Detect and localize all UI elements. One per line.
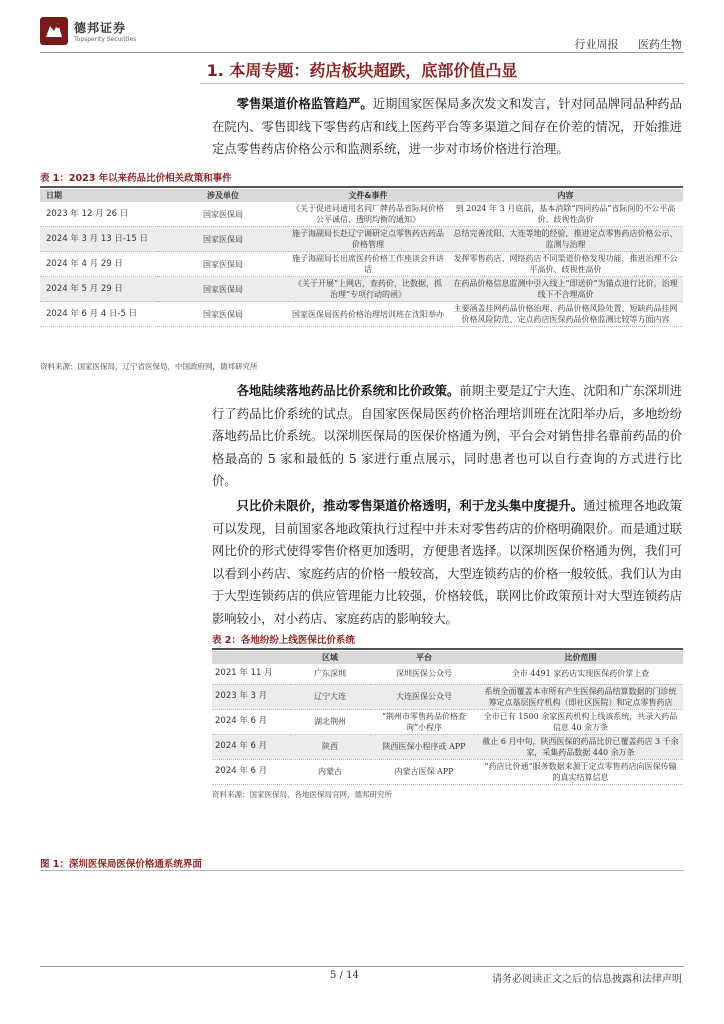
footer-divider xyxy=(40,966,684,967)
company-name-en: Topsperity Securities xyxy=(74,36,137,43)
paragraph-price-transparency xyxy=(212,495,682,630)
paragraph-body: 通过梳理各地政策可以发现，目前国家各地政策执行过程中并未对零售药店的价格明确限价。而是通过联网比价的形式使得零售价格更加透明，方便患者选择。以深圳医保价格通为例，我们可以看到小药店、家庭药店的价格一般较高，大型连锁药店的价格一般较低。我们认为由于大型连锁药店的供应管理能力比较强，价格较低，联网比价政策预计对大型连锁药店影响较小，对小药店、家庭药店的影响较大。 xyxy=(212,499,682,626)
table-row xyxy=(212,684,683,709)
cell-content: 到 2024 年 3 月底前，基本消除“四同药品”省际间的不公平高价、歧视性高价 xyxy=(448,202,683,227)
table-row xyxy=(212,709,683,734)
cell-date: 2024 年 6 月 xyxy=(212,759,290,784)
cell-document: 《关于开展“上网店，查药价，比数据，抓治理”专项行动的函》 xyxy=(288,277,448,302)
col-header-document: 文件&事件 xyxy=(288,189,448,202)
table-row xyxy=(40,227,683,252)
cell-date: 2024 年 6 月 xyxy=(212,709,290,734)
cell-scope: 截止 6 月中旬，陕西医保的药品比价已覆盖药店 3 千余家，采集药品数据 440 余万条 xyxy=(478,734,683,759)
col-header-scope: 比价范围 xyxy=(478,651,683,664)
cell-document: 施子海副局长赴辽宁调研定点零售药店药品价格管理 xyxy=(288,227,448,252)
table-row xyxy=(40,302,683,327)
company-name-cn: 德邦证券 xyxy=(74,21,127,35)
cell-platform: 陕西医保小程序或 APP xyxy=(370,734,478,759)
cell-document: 施子海副局长出席医药价格工作座谈会并讲话 xyxy=(288,252,448,277)
report-type: 行业周报 xyxy=(574,38,619,51)
cell-scope: 全市 4491 家药店实现医保药价掌上查 xyxy=(478,664,683,684)
cell-content: 总结完善沈阳、大连等地的经验，推进定点零售药店价格公示、监测与治理 xyxy=(448,227,683,252)
table-row xyxy=(40,202,683,227)
table-header-row xyxy=(212,651,683,664)
table-row xyxy=(212,664,683,684)
cell-unit: 国家医保局 xyxy=(158,252,288,277)
cell-unit: 国家医保局 xyxy=(158,302,288,327)
table2-top-rule xyxy=(212,648,683,650)
cell-region: 陕西 xyxy=(290,734,370,759)
report-sector: 医药生物 xyxy=(638,38,682,51)
table-row xyxy=(40,277,683,302)
page-number: 5 / 14 xyxy=(330,970,359,981)
figure-divider xyxy=(40,870,684,871)
cell-scope: 系统全面覆盖本市所有产生医保药品结算数据的门诊统筹定点基层医疗机构（即社区医院）和定点零售药店 xyxy=(478,684,683,709)
col-header-unit: 涉及单位 xyxy=(158,189,288,202)
cell-content: 在药品价格信息监测中引入线上“即送价”为锚点进行比价，治理线下不合理高价 xyxy=(448,277,683,302)
cell-date: 2024 年 4 月 29 日 xyxy=(40,252,158,277)
table-row xyxy=(212,734,683,759)
col-header-content: 内容 xyxy=(448,189,683,202)
table1-source: 资料来源：国家医保局，辽宁省医保局，中国政府网，德邦研究所 xyxy=(40,362,258,371)
cell-region: 辽宁大连 xyxy=(290,684,370,709)
cell-date: 2024 年 6 月 xyxy=(212,734,290,759)
paragraph-body: 前期主要是辽宁大连、沈阳和广东深圳进行了药品比价系统的试点。自国家医保局医药价格治理培训班在沈阳举办后，多地纷纷落地药品比价系统。以深圳医保局的医保价格通为例，平台会对销售排名靠前药品的价格最高的 5 家和最低的 5 家进行重点展示，同时患者也可以自行查询的方式进行比价。 xyxy=(212,384,682,488)
price-system-table xyxy=(212,651,683,785)
table1-caption: 表 1：2023 年以来药品比价相关政策和事件 xyxy=(40,173,232,184)
cell-region: 内蒙古 xyxy=(290,759,370,784)
cell-content: 发挥零售药店、网络药店不同渠道价格发现功能，推进治理不公平高价、歧视性高价 xyxy=(448,252,683,277)
paragraph-local-systems xyxy=(212,380,682,493)
table-row xyxy=(40,252,683,277)
cell-date: 2023 年 3 月 xyxy=(212,684,290,709)
cell-document: 《关于促进同通用名同厂牌药品省际间价格公平诚信、透明均衡的通知》 xyxy=(288,202,448,227)
cell-content: 主要涵盖挂网药品价格治理、药品价格风险处置、短缺药品挂网价格风险防范、定点药店医保药品价格监测比较等方面内容 xyxy=(448,302,683,327)
company-logo xyxy=(40,17,160,47)
cell-platform: “荆州市零售药品价格查询”小程序 xyxy=(370,709,478,734)
cell-date: 2021 年 11 月 xyxy=(212,664,290,684)
cell-date: 2024 年 6 月 4 日-5 日 xyxy=(40,302,158,327)
cell-platform: 大连医保公众号 xyxy=(370,684,478,709)
cell-date: 2024 年 5 月 29 日 xyxy=(40,277,158,302)
table2-caption: 表 2：各地纷纷上线医保比价系统 xyxy=(212,635,355,646)
topsperity-logo-icon xyxy=(40,17,68,45)
header-divider xyxy=(40,52,684,53)
cell-unit: 国家医保局 xyxy=(158,227,288,252)
paragraph-lead: 各地陆续落地药品比价系统和比价政策。 xyxy=(236,383,460,398)
paragraph-lead: 零售渠道价格监管趋严。 xyxy=(236,96,373,111)
footer-disclaimer: 请务必阅读正文之后的信息披露和法律声明 xyxy=(492,974,682,985)
paragraph-lead: 只比价未限价，推动零售渠道价格透明，利于龙头集中度提升。 xyxy=(236,498,584,513)
cell-date: 2023 年 12 月 26 日 xyxy=(40,202,158,227)
report-category xyxy=(565,36,683,52)
cell-unit: 国家医保局 xyxy=(158,202,288,227)
table-row xyxy=(212,759,683,784)
col-header-region: 区域 xyxy=(290,651,370,664)
table1-top-rule xyxy=(40,186,683,188)
col-header-date: 日期 xyxy=(40,189,158,202)
cell-region: 广东深圳 xyxy=(290,664,370,684)
cell-scope: 全市已有 1500 余家医药机构上线该系统，共录入药品信息 40 余万条 xyxy=(478,709,683,734)
col-header-date xyxy=(212,651,290,664)
col-header-platform: 平台 xyxy=(370,651,478,664)
cell-date: 2024 年 3 月 13 日-15 日 xyxy=(40,227,158,252)
cell-platform: 内蒙古医保 APP xyxy=(370,759,478,784)
table-header-row xyxy=(40,189,683,202)
section-divider xyxy=(200,83,684,84)
cell-document: 国家医保局医药价格治理培训班在沈阳举办 xyxy=(288,302,448,327)
policy-table xyxy=(40,189,683,327)
table2-source: 资料来源：国家医保局，各地医保局官网，德邦研究所 xyxy=(212,790,392,799)
section-title: 1. 本周专题：药店板块超跌，底部价值凸显 xyxy=(206,61,518,80)
cell-unit: 国家医保局 xyxy=(158,277,288,302)
cell-scope: “药店比价通”服务数据来源于定点零售药店向医保传输的真实结算信息 xyxy=(478,759,683,784)
figure1-caption: 图 1：深圳医保局医保价格通系统界面 xyxy=(40,859,202,870)
cell-platform: 深圳医保公众号 xyxy=(370,664,478,684)
paragraph-price-regulation xyxy=(212,93,682,161)
cell-region: 湖北荆州 xyxy=(290,709,370,734)
paragraph-body: 近期国家医保局多次发文和发言，针对同品牌同品种药品在院内、零售即线下零售药店和线上医药平台等多渠道之间存在价差的情况，开始推进定点零售药店价格公示和监测系统，进一步对市场价格进行治理。 xyxy=(212,97,682,156)
